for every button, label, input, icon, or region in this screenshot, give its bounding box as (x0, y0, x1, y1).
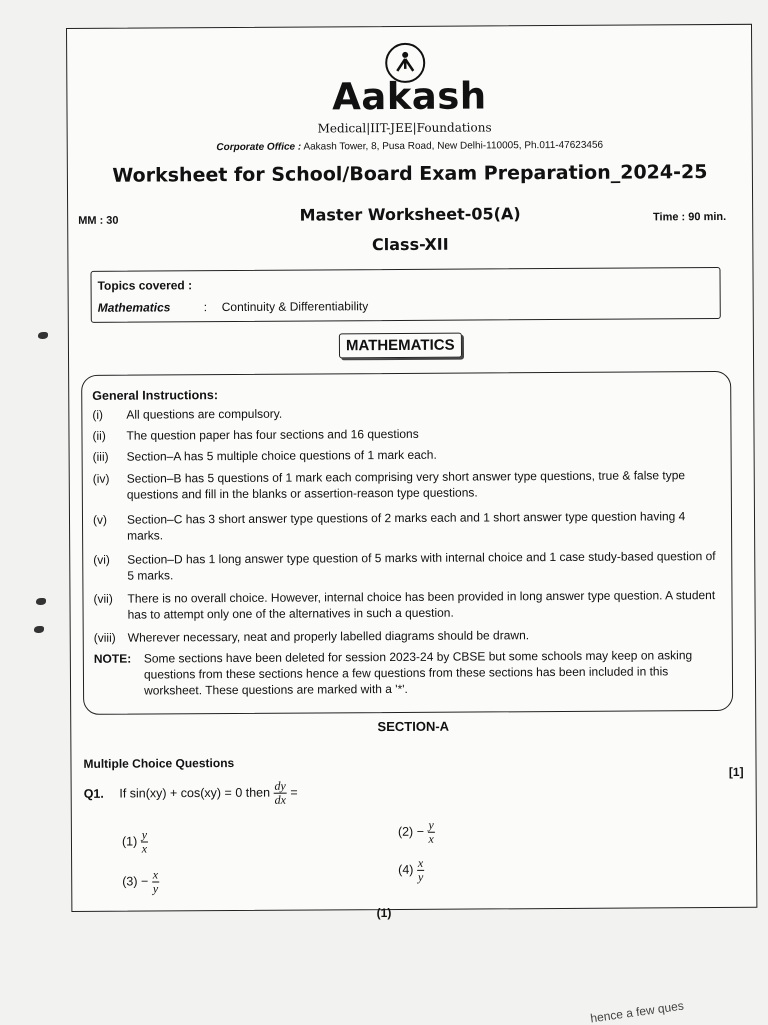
instruction-number: (i) (92, 407, 126, 423)
fraction-numerator: y (141, 829, 148, 843)
instruction-item (93, 587, 723, 591)
instruction-item (93, 445, 723, 449)
question-stem: If sin(xy) + cos(xy) = 0 then (119, 786, 270, 801)
note-label: NOTE: (94, 651, 140, 667)
instruction-note (94, 647, 724, 651)
brand-tagline: Medical|IIT-JEE|Foundations (318, 120, 492, 135)
instruction-item (92, 403, 722, 407)
option-sign: − (141, 874, 148, 888)
question-marks: [1] (729, 765, 744, 779)
fraction-numerator: dy (273, 780, 286, 794)
option-2[interactable] (398, 819, 435, 846)
ink-speck-icon (36, 598, 46, 605)
option-label: (4) (398, 863, 413, 877)
subject-heading: MATHEMATICS (339, 333, 462, 359)
time-allowed: Time : 90 min. (653, 211, 726, 223)
ink-speck-icon (38, 332, 48, 339)
instruction-number: (iii) (93, 449, 127, 465)
topics-value: Continuity & Differentiability (222, 299, 369, 314)
worksheet-title: Worksheet for School/Board Exam Preparation_2024-25 (68, 161, 752, 187)
instruction-text: Wherever necessary, neat and properly labelled diagrams should be drawn. (128, 626, 724, 646)
topics-subject: Mathematics (98, 300, 171, 314)
option-fraction (427, 819, 434, 846)
fraction-denominator: dx (274, 794, 287, 807)
page-number: (1) (0, 906, 768, 920)
question-number: Q1. (84, 787, 104, 801)
instruction-number: (vi) (93, 552, 127, 568)
instruction-number: (v) (93, 512, 127, 528)
option-3[interactable] (122, 868, 159, 895)
general-instructions-box (81, 371, 733, 715)
option-label: (2) (398, 825, 413, 839)
option-1[interactable] (122, 829, 148, 856)
fraction-numerator: x (417, 857, 424, 871)
instruction-item (92, 424, 722, 428)
instruction-number: (viii) (94, 630, 128, 646)
brand-name: Aakash (67, 73, 751, 120)
instruction-item (93, 548, 723, 552)
bleed-through-text: hence a few ques (589, 999, 684, 1025)
instruction-text: The question paper has four sections and 16 questions (126, 424, 722, 444)
instruction-text: Section–C has 3 short answer type questions of 2 marks each and 1 short answer type question having 4 marks. (127, 508, 723, 544)
topics-heading: Topics covered : (98, 278, 193, 293)
instruction-number: (iv) (93, 471, 127, 487)
instruction-item (93, 467, 723, 471)
fraction-denominator: x (427, 833, 434, 846)
mcq-heading: Multiple Choice Questions (83, 756, 234, 771)
option-label: (3) (122, 874, 137, 888)
instruction-text: There is no overall choice. However, internal choice has been provided in long answer type question. A student has to attempt only one of the alternatives in such a question. (127, 587, 723, 623)
instruction-item (93, 508, 723, 512)
office-label: Corporate Office : (216, 142, 301, 154)
instruction-number: (ii) (92, 428, 126, 444)
instruction-item (94, 626, 724, 630)
ink-speck-icon (34, 626, 44, 633)
fraction-denominator: x (141, 843, 148, 856)
section-a-heading: SECTION-A (71, 717, 755, 736)
topics-box (90, 267, 720, 323)
instruction-text: Section–A has 5 multiple choice questions of 1 mark each. (127, 445, 723, 465)
option-fraction (417, 857, 424, 884)
corporate-office (68, 139, 752, 154)
instruction-text: Section–D has 1 long answer type question of 5 marks with internal choice and 1 case study-based question of 5 marks. (127, 548, 723, 584)
instruction-text: Section–B has 5 questions of 1 mark each comprising very short answer type questions, true & false type questions and fill in the blanks or assertion-reason type questions. (127, 467, 723, 503)
fraction-denominator: y (152, 882, 159, 895)
instruction-number: (vii) (93, 591, 127, 607)
class-label: Class-XII (68, 233, 752, 256)
question-1 (84, 780, 298, 808)
option-label: (1) (122, 834, 137, 848)
derivative-fraction (273, 780, 286, 807)
office-address: Aakash Tower, 8, Pusa Road, New Delhi-110005, Ph.011-47623456 (303, 140, 603, 153)
fraction-denominator: y (417, 871, 424, 884)
option-fraction (141, 829, 148, 856)
fraction-numerator: y (427, 819, 434, 833)
worksheet-page (66, 24, 757, 912)
instructions-heading: General Instructions: (92, 387, 218, 404)
option-fraction (152, 868, 159, 895)
max-marks: MM : 30 (78, 215, 118, 227)
worksheet-name: Master Worksheet-05(A) (68, 203, 752, 226)
fraction-numerator: x (152, 868, 159, 882)
note-text: Some sections have been deleted for session 2023-24 by CBSE but some schools may keep on asking questions from these sections hence a few questions from these sections has been included in this worksheet. These questions are marked with a '*'. (144, 647, 724, 699)
topics-colon: : (204, 300, 207, 314)
option-4[interactable] (398, 857, 424, 884)
option-sign: − (417, 825, 424, 839)
equals-sign: = (290, 785, 297, 799)
instruction-text: All questions are compulsory. (126, 403, 722, 423)
